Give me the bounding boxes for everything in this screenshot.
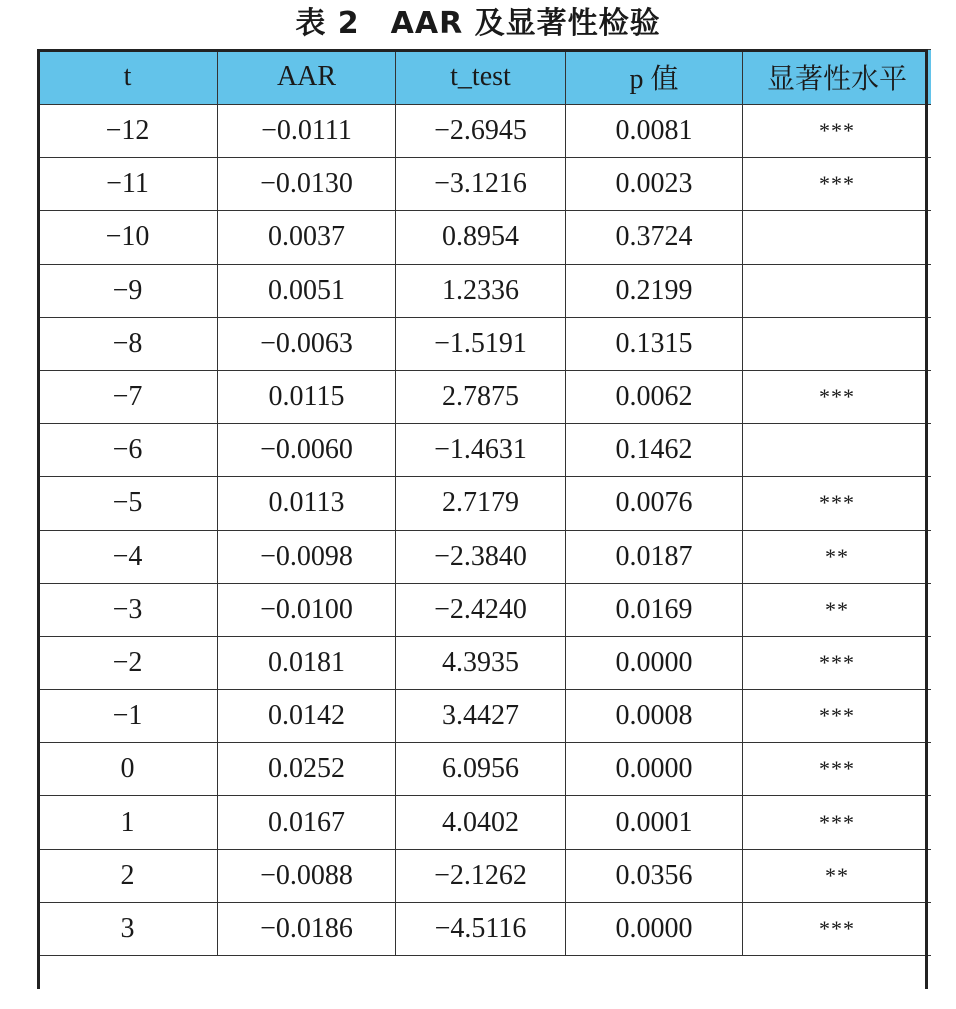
cell-aar: 0.0113 — [218, 477, 396, 530]
header-significance: 显著性水平 — [743, 50, 932, 105]
cell-significance: *** — [743, 370, 932, 423]
cell-t-test: 2.7875 — [396, 370, 566, 423]
cell-significance — [743, 317, 932, 370]
cell-t: −7 — [38, 370, 218, 423]
cell-p-value: 0.2199 — [566, 264, 743, 317]
cell-significance: *** — [743, 690, 932, 743]
cell-aar: −0.0063 — [218, 317, 396, 370]
cell-significance: ** — [743, 583, 932, 636]
header-t-test: t_test — [396, 50, 566, 105]
cell-t-test: 1.2336 — [396, 264, 566, 317]
cell-aar: 0.0142 — [218, 690, 396, 743]
table-row — [38, 158, 932, 211]
cell-t: −3 — [38, 583, 218, 636]
table-row — [38, 211, 932, 264]
table-row — [38, 105, 932, 158]
cell-t-test: 4.3935 — [396, 636, 566, 689]
table-header-row — [38, 50, 932, 105]
cell-p-value: 0.0023 — [566, 158, 743, 211]
cell-significance — [743, 264, 932, 317]
cell-aar: −0.0130 — [218, 158, 396, 211]
cell-significance: *** — [743, 796, 932, 849]
table-row — [38, 796, 932, 849]
table-row — [38, 370, 932, 423]
cell-t: 1 — [38, 796, 218, 849]
cell-p-value: 0.0169 — [566, 583, 743, 636]
cell-t-test: −2.6945 — [396, 105, 566, 158]
cell-aar: −0.0088 — [218, 849, 396, 902]
table-row — [38, 477, 932, 530]
cell-aar: −0.0111 — [218, 105, 396, 158]
cell-t: −12 — [38, 105, 218, 158]
cell-t: 0 — [38, 743, 218, 796]
header-aar: AAR — [218, 50, 396, 105]
cell-t: −6 — [38, 424, 218, 477]
cell-p-value: 0.0008 — [566, 690, 743, 743]
cell-p-value: 0.1315 — [566, 317, 743, 370]
cell-aar: 0.0252 — [218, 743, 396, 796]
cell-p-value: 0.3724 — [566, 211, 743, 264]
table-row — [38, 902, 932, 955]
cell-t-test: −4.5116 — [396, 902, 566, 955]
table-row — [38, 530, 932, 583]
cell-t: 3 — [38, 902, 218, 955]
table-row — [38, 743, 932, 796]
table-row — [38, 690, 932, 743]
cell-t: −9 — [38, 264, 218, 317]
cell-t-test: −3.1216 — [396, 158, 566, 211]
cell-significance: *** — [743, 477, 932, 530]
table-row — [38, 636, 932, 689]
cell-t: −11 — [38, 158, 218, 211]
cell-p-value: 0.0062 — [566, 370, 743, 423]
cell-t-test: 3.4427 — [396, 690, 566, 743]
cell-t: 2 — [38, 849, 218, 902]
cell-aar: −0.0060 — [218, 424, 396, 477]
cell-aar: 0.0115 — [218, 370, 396, 423]
cell-t-test: 4.0402 — [396, 796, 566, 849]
cell-significance: ** — [743, 530, 932, 583]
cell-p-value: 0.0000 — [566, 636, 743, 689]
aar-significance-table — [37, 49, 931, 956]
header-p-value: p 值 — [566, 50, 743, 105]
cell-aar: 0.0037 — [218, 211, 396, 264]
cell-p-value: 0.0000 — [566, 743, 743, 796]
cell-t: −1 — [38, 690, 218, 743]
cell-t-test: −2.3840 — [396, 530, 566, 583]
table-row — [38, 264, 932, 317]
cell-t-test: 6.0956 — [396, 743, 566, 796]
cell-t: −2 — [38, 636, 218, 689]
cell-p-value: 0.0187 — [566, 530, 743, 583]
table-title: 表 2 AAR 及显著性检验 — [295, 6, 661, 41]
cell-t: −4 — [38, 530, 218, 583]
aar-table-container — [37, 49, 931, 1009]
cell-t-test: −2.1262 — [396, 849, 566, 902]
cell-aar: −0.0098 — [218, 530, 396, 583]
cell-significance: *** — [743, 902, 932, 955]
cell-t: −10 — [38, 211, 218, 264]
cell-significance: *** — [743, 743, 932, 796]
cell-aar: 0.0167 — [218, 796, 396, 849]
header-t: t — [38, 50, 218, 105]
cell-t-test: 2.7179 — [396, 477, 566, 530]
cell-t: −8 — [38, 317, 218, 370]
table-row — [38, 849, 932, 902]
cell-t-test: −1.4631 — [396, 424, 566, 477]
table-row — [38, 583, 932, 636]
cell-aar: −0.0186 — [218, 902, 396, 955]
cell-significance: *** — [743, 636, 932, 689]
cell-significance: *** — [743, 105, 932, 158]
table-row — [38, 317, 932, 370]
cell-significance — [743, 211, 932, 264]
cell-p-value: 0.0000 — [566, 902, 743, 955]
cell-significance: *** — [743, 158, 932, 211]
cell-aar: 0.0181 — [218, 636, 396, 689]
cell-t: −5 — [38, 477, 218, 530]
cell-significance: ** — [743, 849, 932, 902]
cell-p-value: 0.1462 — [566, 424, 743, 477]
cell-p-value: 0.0001 — [566, 796, 743, 849]
cell-significance — [743, 424, 932, 477]
table-row — [38, 424, 932, 477]
cell-p-value: 0.0356 — [566, 849, 743, 902]
cell-t-test: −1.5191 — [396, 317, 566, 370]
cell-t-test: −2.4240 — [396, 583, 566, 636]
cell-p-value: 0.0081 — [566, 105, 743, 158]
cell-t-test: 0.8954 — [396, 211, 566, 264]
cell-p-value: 0.0076 — [566, 477, 743, 530]
cell-aar: 0.0051 — [218, 264, 396, 317]
cell-aar: −0.0100 — [218, 583, 396, 636]
